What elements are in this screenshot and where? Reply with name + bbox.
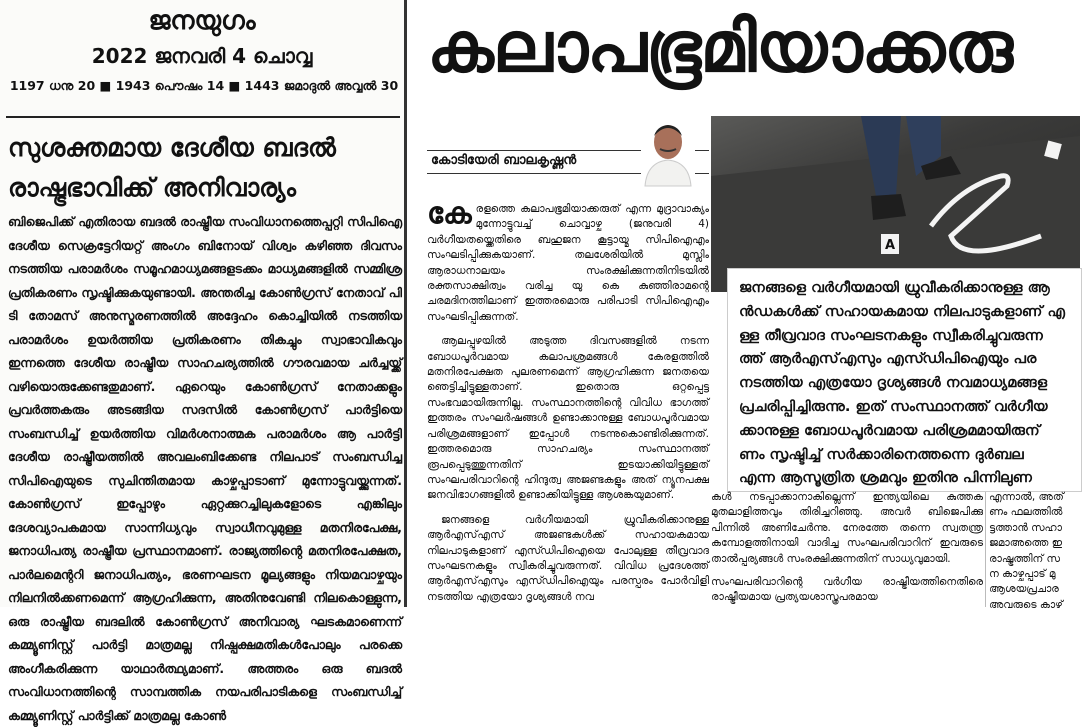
column-divider xyxy=(985,492,986,607)
editorial-headline-line2: രാഷ്ട്രഭാവിക്ക് അനിവാര്യം xyxy=(8,173,296,202)
article-column-1 xyxy=(427,196,709,614)
column-line: അവരുടെ കാഴ് xyxy=(989,598,1063,611)
column-line: ജമാഅത്തെ ഇ xyxy=(989,537,1063,550)
crime-scene-photo xyxy=(711,116,1080,292)
pull-quote-line: ൻഡകൾക്ക് സഹായകമായ നിലപാടുകളാണ് എ xyxy=(739,302,1066,320)
calendar-dates: 1197 ധനു 20 ■ 1943 പൌഷം 14 ■ 1443 ജമാദുൽ അവ്വൽ 30 xyxy=(9,78,399,93)
editorial-body xyxy=(8,210,402,727)
article-column-3 xyxy=(989,490,1080,613)
article-paragraph xyxy=(427,196,709,325)
article-page xyxy=(409,0,1080,611)
pull-quote-line: ജനങ്ങളെ വർഗീയമായി ധ്രുവീകരിക്കാനുള്ള ആ xyxy=(739,279,1050,296)
pull-quote-line: ള്ള തീവ്രവാദ സംഘടനകളും സ്വീകരിച്ചുവരുന്ന xyxy=(739,326,1043,344)
pull-quote-line: ക്കാനുള്ള ബോധപൂർവമായ പരിശ്രമമായിരുന് xyxy=(739,421,1040,439)
drop-cap: കേ xyxy=(427,196,472,231)
article-paragraph: സംഘപരിവാറിന്റെ വർഗീയ രാഷ്ട്രീയത്തിനെതിരെ രാഷ്ട്രീയമായ പ്രത്യയശാസ്ത്രപരമായ xyxy=(711,576,983,604)
pull-quote-line: നടത്തിയ എത്രയോ ദൃശ്യങ്ങൾ നവമാധ്യമങ്ങള xyxy=(739,374,1048,392)
editorial-lead: ബിജെ xyxy=(8,214,45,229)
article-paragraph: ആലപ്പുഴയിൽ അടുത്ത ദിവസങ്ങളിൽ നടന്ന ബോധപൂർവമായ കലാപശ്രമങ്ങൾ കേരളത്തിൽ മതനിരപേക്ഷത പുലരണമെന്ന് ആഗ്രഹിക്കുന്ന ജനതയെ ഞെട്ടിച്ചിട്ടുള്ളതാണ്. ഇതൊരു ഒറ്റപ്പെട്ട സംഭവമായിരുന്നില്ല. സംസ്ഥാനത്തിന്റെ വിവിധ ഭാഗത്ത് ഇത്തരം സംഘർഷങ്ങൾ ഉണ്ടാക്കാനുള്ള ബോധപൂർവമായ പരിശ്രമങ്ങളാണ് ഇപ്പോൾ നടന്നുകൊണ്ടിരിക്കുന്നത്. ഇത്തരമൊരു സാഹചര്യം സംസ്ഥാനത്ത് രൂപപ്പെടുത്തുന്നതിന് ഇടയാക്കിയിട്ടുള്ളത് സംഘപരിവാറിന്റെ ഹിന്ദുത്വ അജണ്ടകളും അത് ന്യൂനപക്ഷ ജനവിഭാഗങ്ങളിൽ ഉണ്ടാക്കിയിട്ടുള്ള ആശങ്കയുമാണ്. xyxy=(427,335,709,502)
pull-quote-line: ത്ത് ആർഎസ്എസും എസ്ഡിപിഐയും പര xyxy=(739,350,1037,368)
masthead-divider xyxy=(6,116,400,118)
pull-quote xyxy=(739,276,1080,490)
editorial-headline xyxy=(8,128,402,208)
column-line: ട്ടത്താൻ സഹാ xyxy=(989,521,1062,534)
editorial-text: പിക്ക് എതിരായ ബദൽ രാഷ്ട്രീയ സംവിധാനത്തെപ്പറ്റി സിപിഐ ദേശീയ സെക്രട്ടേറിയറ്റ് അംഗം ബിനോയ് വിശ്വം കഴിഞ്ഞ ദിവസം നടത്തിയ പരാമർശം സമൂഹമാധ്യമങ്ങളടക്കം മാധ്യമങ്ങളിൽ സമ്മിശ്ര പ്രതികരണം സൃഷ്ടിക്കുകയുണ്ടായി. അന്തരിച്ച കോൺഗ്രസ് നേതാവ് പി ടി തോമസ് അനുസ്മരണത്തിൽ അദ്ദേഹം കൊച്ചിയിൽ നടത്തിയ പരാമർശം ഉയർത്തിയ പ്രതികരണം തികച്ചും സ്വാഭാവികവും ഇന്നത്തെ ദേശീയ രാഷ്ട്രീയ സാഹചര്യത്തിൽ ഗൗരവമായ ചർച്ചയ്ക്ക് വഴിയൊരുക്കേണ്ടതുമാണ്. ഏറെയും കോൺഗ്രസ് നേതാക്കളും പ്രവർത്തകരും അടങ്ങിയ സദസിൽ കോൺഗ്രസ് പാർട്ടിയെ സംബന്ധിച്ച് ഉയർത്തിയ വിമർശനാത്മക പരാമർശം ആ പാർട്ടി ദേശീയ രാഷ്ട്രീയത്തിൽ അവലംബിക്കേണ്ട നിലപാട് സംബന്ധിച്ച സിപിഐയുടെ സുചിന്തിതമായ കാഴ്ചപ്പാടാണ് മുന്നോട്ടുവയ്ക്കുന്നത്. കോൺഗ്രസ് ഇപ്പോഴും ഏറ്റക്കുറച്ചിലുകളോടെ എങ്കിലും ദേശവ്യാപകമായ സാന്നിധ്യവും സ്വാധീനവുമുള്ള മതനിരപേക്ഷ, ജനാധിപത്യ രാഷ്ട്രീയ പ്രസ്ഥാനമാണ്. രാജ്യത്തിന്റെ മതനിരപേക്ഷത, പാർലമെന്ററി ജനാധിപത്യം, ഭരണഘടന മൂല്യങ്ങളും നിയമവാഴ്ചയും നിലനിൽക്കണമെന്ന് ആഗ്രഹിക്കുന്ന, അതിനുവേണ്ടി നിലകൊള്ളുന്ന, ഒരു രാഷ്ട്രീയ ബദലിൽ കോൺഗ്രസ് അനിവാര്യ ഘടകമാണെന്ന് കമ്മ്യൂണിസ്റ്റ് പാർട്ടി മാത്രമല്ല നിഷ്പക്ഷമതികൾപോലും പരക്കെ അംഗീകരിക്കുന്ന യാഥാർത്ഥ്യമാണ്. അത്തരം ഒരു ബദൽ സംവിധാനത്തിന്റെ സാമ്പത്തിക നയപരിപാടികളെ സംബന്ധിച്ച് കമ്മ്യൂണിസ്റ്റ് പാർട്ടിക്ക് മാത്രമല്ല കോൺ xyxy=(8,214,402,723)
crime-scene-illustration xyxy=(711,116,1080,292)
column-line: എന്നാൽ, അത് xyxy=(989,491,1064,503)
author-portrait xyxy=(641,116,695,186)
byline: കോടിയേരി ബാലകൃഷ്ണൻ xyxy=(431,153,577,168)
article-paragraph-text: രളത്തെ കലാപഭൂമിയാക്കരുത് എന്ന മുദ്രാവാക്യം മുന്നോട്ടുവച്ച് ചൊവ്വാഴ്ച (ജനുവരി 4) വർഗീയതയ്ക്കെതിരെ ബഹുജന കൂട്ടായ്മ സിപിഐഎം സംഘടിപ്പിക്കുകയാണ്. തലശേരിയിൽ മുസ്ലിം ആരാധനാലയം സംരക്ഷിക്കുന്നതിനിടയിൽ രക്തസാക്ഷിത്വം വരിച്ച യു കെ കുഞ്ഞിരാമന്റെ ചരമദിനത്തിലാണ് ഇത്തരമൊരു പരിപാടി സിപിഐഎം സംഘടിപ്പിക്കുന്നത്. xyxy=(427,203,709,323)
page-gutter xyxy=(404,0,407,607)
article-paragraph: കൾ നടപ്പാക്കാനാകില്ലെന്ന് ഇന്ത്യയിലെ കുത്തക മുതലാളിത്തവും തിരിച്ചറിഞ്ഞു. അവർ ബിജെപിക്കു പിന്നിൽ അണിചേർന്നു. നേരത്തേ തന്നെ സ്വതന്ത്ര കമ്പോളത്തിനായി വാദിച്ച സംഘപരിവാറിന് ഇവരുടെ താൽപ്പര്യങ്ങൾ സംരക്ഷിക്കുന്നതിന് സാധ്യവുമായി. xyxy=(711,491,983,565)
column-line: ആശയപ്രചാര xyxy=(989,583,1059,596)
pull-quote-line: ണം സൃഷ്ടിച്ച് സർക്കാരിനെത്തന്നെ ദുർബല xyxy=(739,445,1024,463)
article-banner-headline: കലാപഭൂമിയാക്കരു xyxy=(427,6,1012,88)
column-line: രാഷ്ട്രത്തിന് സ xyxy=(989,552,1060,565)
editorial-headline-line1: സുശക്തമായ ദേശീയ ബദൽ xyxy=(8,133,336,162)
column-line: ന കാഴ്ചപ്പാട് മു xyxy=(989,567,1056,580)
editorial-page xyxy=(0,0,404,723)
article-paragraph: ജനങ്ങളെ വർഗീയമായി ധ്രുവീകരിക്കാനുള്ള ആർഎസ്എസ് അജണ്ടകൾക്ക് സഹായകമായ നിലപാടുകളാണ് എസ്ഡിപിഐയെ പോലുള്ള തീവ്രവാദ സംഘടനകളും സ്വീകരിച്ചുവരുന്നത്. വിവിധ പ്രദേശത്ത് ആർഎസ്എസും എസ്ഡിപിഐയും പരസ്പരം പോർവിളി നടത്തിയ എത്രയോ ദൃശ്യങ്ങൾ നവ xyxy=(427,513,709,603)
pull-quote-line: എന്ന ആസൂത്രിത ശ്രമവും ഇതിനു പിന്നിലുണ xyxy=(739,469,1032,487)
pull-quote-line: പ്രചരിപ്പിച്ചിരുന്നു. ഇത് സംസ്ഥാനത്ത് വർഗീയ xyxy=(739,397,1048,415)
issue-date: 2022 ജനവരി 4 ചൊവ്വ xyxy=(91,44,313,68)
article-column-2 xyxy=(711,490,983,614)
newspaper-name: ജനയുഗം xyxy=(148,6,256,36)
svg-text:A: A xyxy=(885,238,896,253)
column-line: ണം ഫലത്തിൽ xyxy=(989,506,1063,519)
